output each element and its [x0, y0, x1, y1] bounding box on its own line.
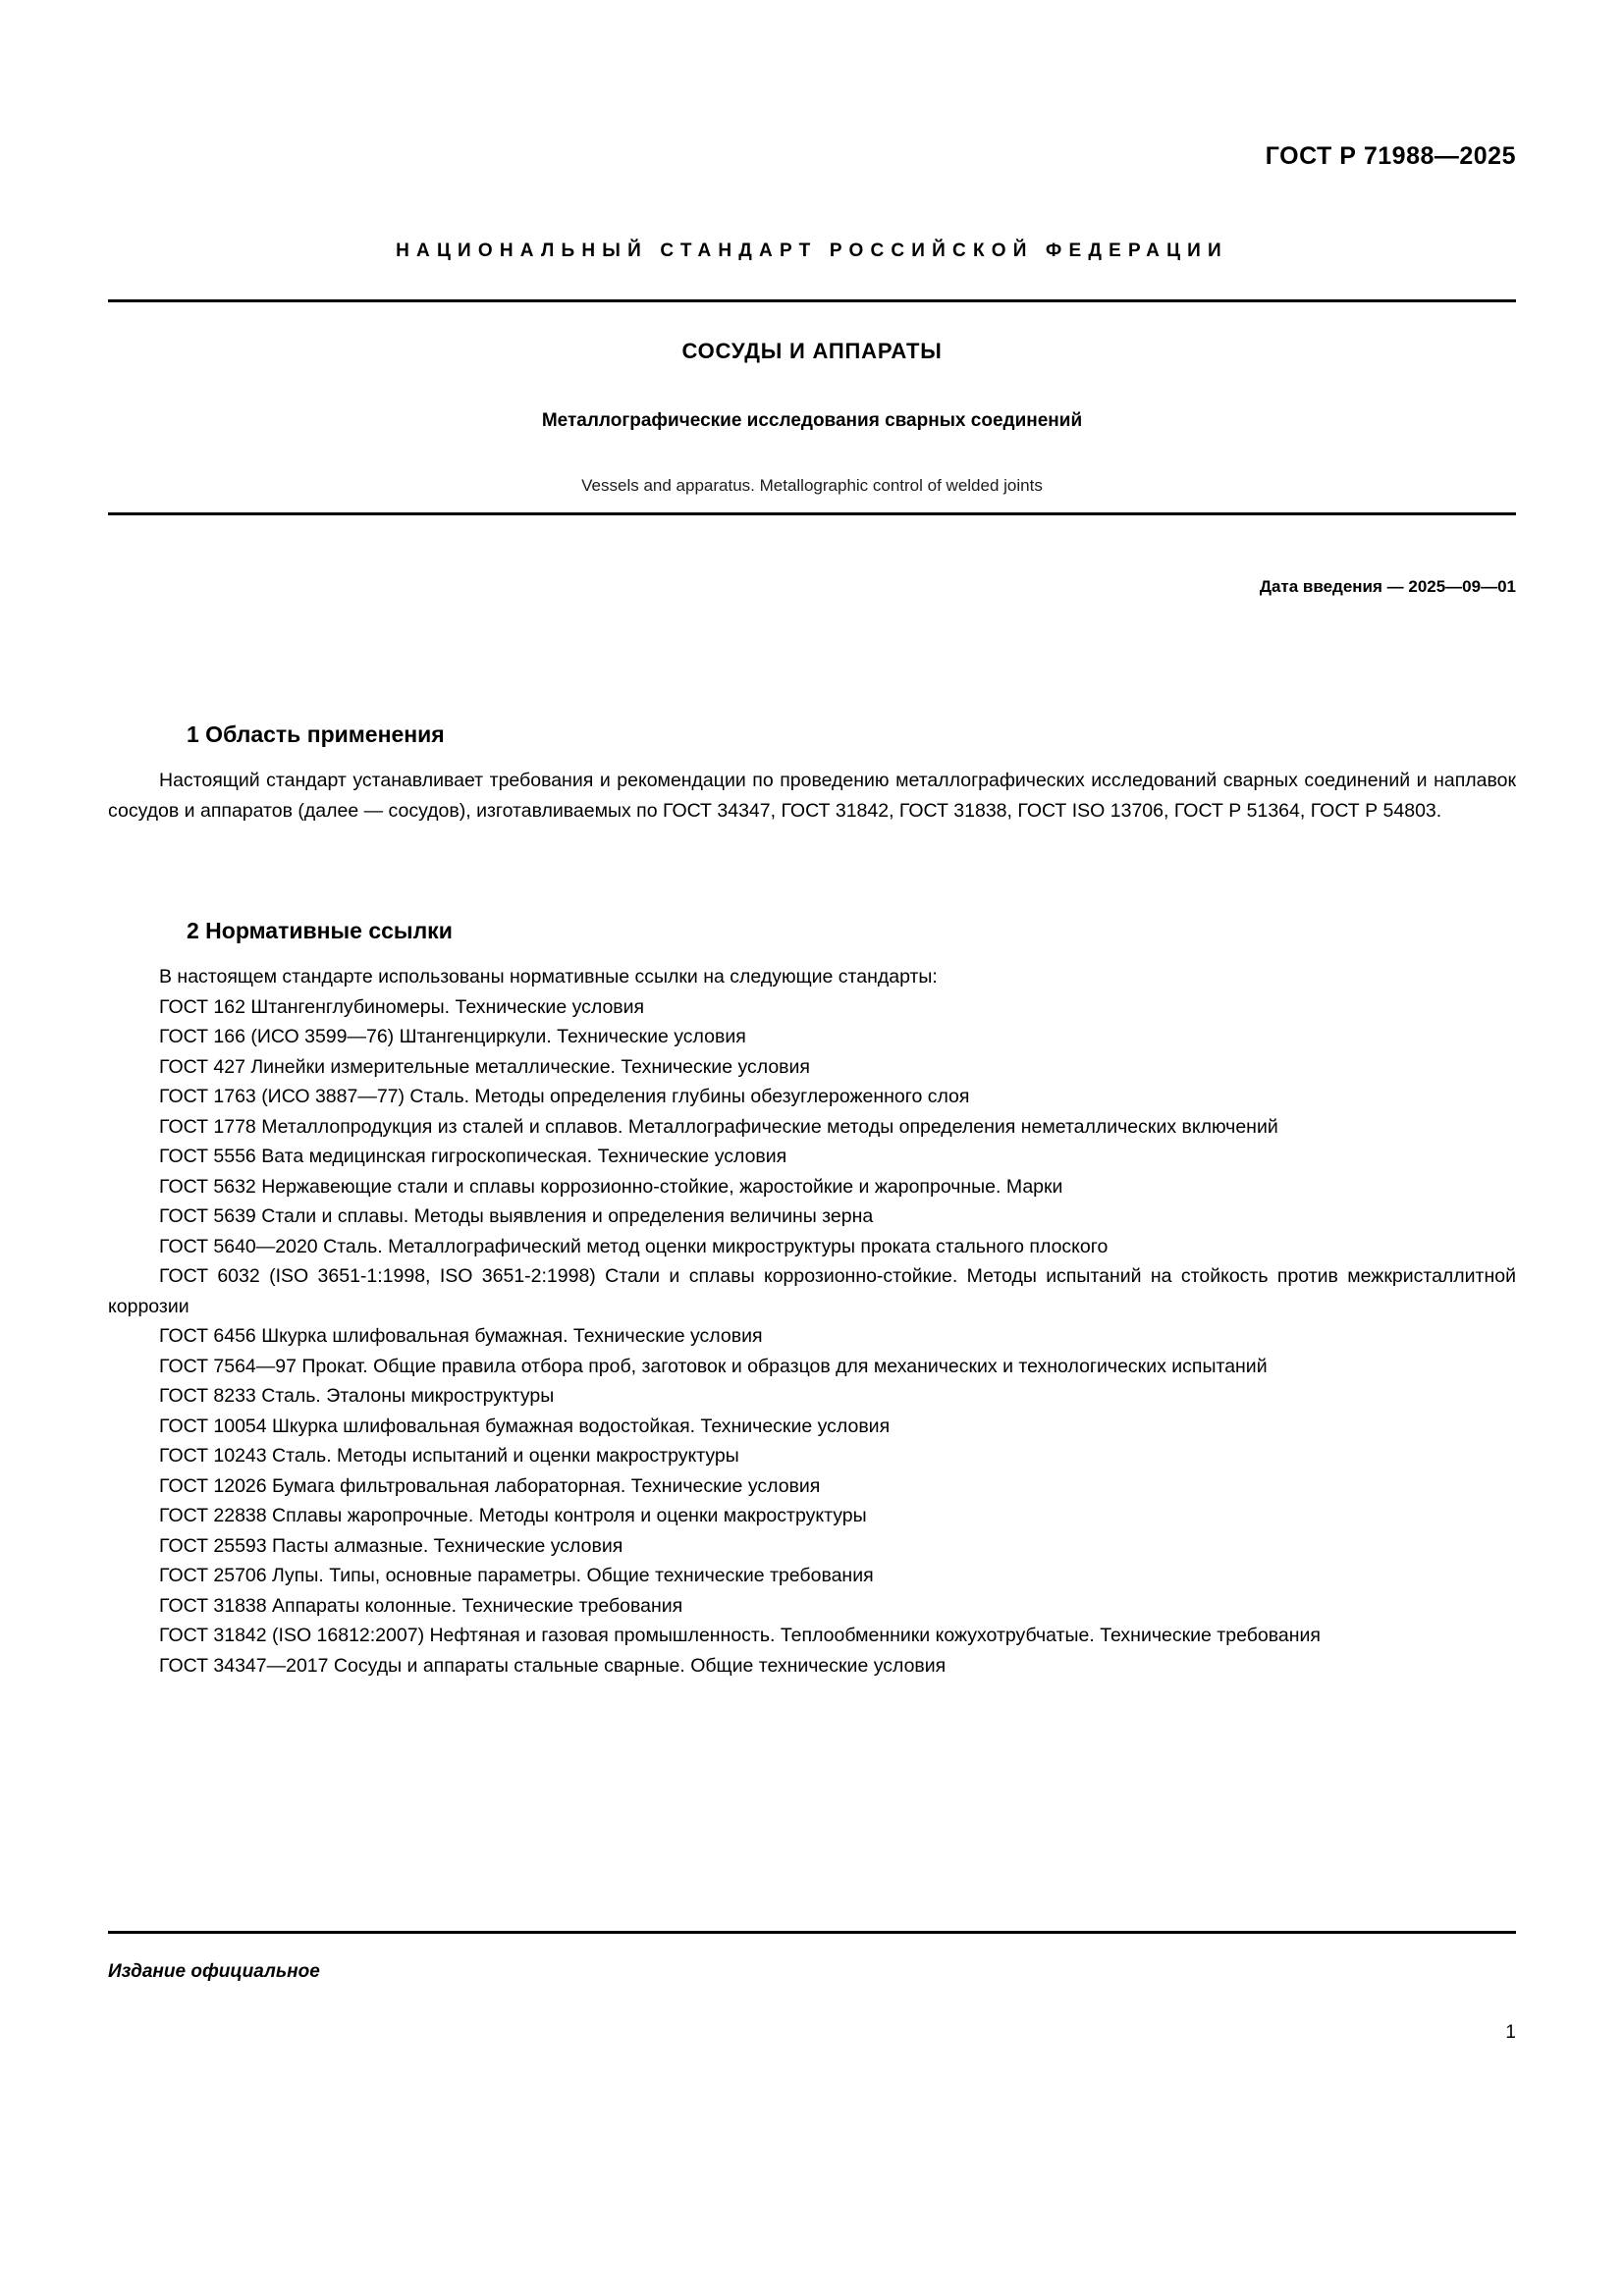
section-references-intro: В настоящем стандарте использованы нормативные ссылки на следующие стандарты: — [159, 966, 938, 988]
list-item: ГОСТ 5639 Стали и сплавы. Методы выявления и определения величины зерна — [159, 1205, 874, 1227]
list-item: ГОСТ 6456 Шкурка шлифовальная бумажная. Технические условия — [159, 1325, 763, 1347]
list-item: ГОСТ 162 Штангенглубиномеры. Технические условия — [159, 995, 645, 1018]
divider-bottom — [108, 1931, 1516, 1934]
list-item: ГОСТ 31838 Аппараты колонные. Технические требования — [159, 1594, 683, 1617]
list-item: ГОСТ 10054 Шкурка шлифовальная бумажная водостойкая. Технические условия — [159, 1415, 891, 1437]
list-item: ГОСТ 5556 Вата медицинская гигроскопическая. Технические условия — [159, 1146, 787, 1167]
list-item: ГОСТ 25706 Лупы. Типы, основные параметры. Общие технические требования — [159, 1565, 874, 1586]
list-item: ГОСТ 1763 (ИСО 3887—77) Сталь. Методы определения глубины обезуглероженного слоя — [159, 1086, 970, 1107]
list-item: ГОСТ 25593 Пасты алмазные. Технические условия — [159, 1534, 623, 1557]
document-code: ГОСТ Р 71988—2025 — [1265, 142, 1516, 170]
divider-mid — [108, 512, 1516, 515]
list-item: ГОСТ 22838 Сплавы жаропрочные. Методы контроля и оценки макроструктуры — [159, 1505, 867, 1526]
title-subtitle: Металлографические исследования сварных соединений — [541, 410, 1083, 431]
list-item: ГОСТ 5632 Нержавеющие стали и сплавы коррозионно-стойкие, жаростойкие и жаропрочные. Марки — [159, 1175, 1063, 1198]
divider-top — [108, 299, 1516, 302]
official-edition-note: Издание официальное — [108, 1961, 320, 1982]
list-item: ГОСТ 5640—2020 Сталь. Металлографический метод оценки микроструктуры проката стального плоского — [159, 1235, 1109, 1257]
list-item: ГОСТ 34347—2017 Сосуды и аппараты стальные сварные. Общие технические условия — [159, 1654, 947, 1677]
section-scope — [108, 721, 1516, 826]
section-references — [108, 918, 1516, 1681]
list-item: ГОСТ 7564—97 Прокат. Общие правила отбора проб, заготовок и образцов для механических и технологических испытаний — [159, 1355, 1268, 1377]
section-references-heading: 2 Нормативные ссылки — [187, 918, 453, 943]
list-item: ГОСТ 427 Линейки измерительные металлические. Технические условия — [159, 1055, 810, 1078]
list-item: ГОСТ 31842 (ISO 16812:2007) Нефтяная и газовая промышленность. Теплообменники кожухотрубчатые. Технические требования — [159, 1625, 1321, 1646]
page-number: 1 — [1505, 2022, 1516, 2043]
list-item: ГОСТ 12026 Бумага фильтровальная лабораторная. Технические условия — [159, 1474, 821, 1497]
section-scope-paragraph: Настоящий стандарт устанавливает требования и рекомендации по проведению металлографических исследований сварных соединений и наплавок сосудов и аппаратов (далее — сосудов), изготавливаемых по ГОСТ 34347, ГОСТ 31842, ГОСТ 31838, ГОСТ ISO 13706, ГОСТ Р 51364, ГОСТ Р 54803. — [108, 770, 1516, 822]
list-item: ГОСТ 166 (ИСО 3599—76) Штангенциркули. Технические условия — [159, 1026, 746, 1047]
title-main: СОСУДЫ И АППАРАТЫ — [681, 339, 943, 363]
section-scope-heading: 1 Область применения — [187, 721, 445, 747]
reference-list — [108, 992, 1516, 1682]
list-item: ГОСТ 10243 Сталь. Методы испытаний и оценки макроструктуры — [159, 1445, 739, 1467]
list-item: ГОСТ 1778 Металлопродукция из сталей и сплавов. Металлографические методы определения неметаллических включений — [159, 1115, 1278, 1138]
list-item: ГОСТ 6032 (ISO 3651-1:1998, ISO 3651-2:1998) Стали и сплавы коррозионно-стойкие. Методы испытаний на стойкость против межкристаллитной коррозии — [108, 1265, 1516, 1317]
national-standard-label: НАЦИОНАЛЬНЫЙ СТАНДАРТ РОССИЙСКОЙ ФЕДЕРАЦИИ — [396, 240, 1228, 261]
introduction-date: Дата введения — 2025—09—01 — [1259, 577, 1516, 596]
page-content — [108, 0, 1516, 2296]
title-english: Vessels and apparatus. Metallographic control of welded joints — [581, 476, 1043, 495]
list-item: ГОСТ 8233 Сталь. Эталоны микроструктуры — [159, 1385, 555, 1407]
